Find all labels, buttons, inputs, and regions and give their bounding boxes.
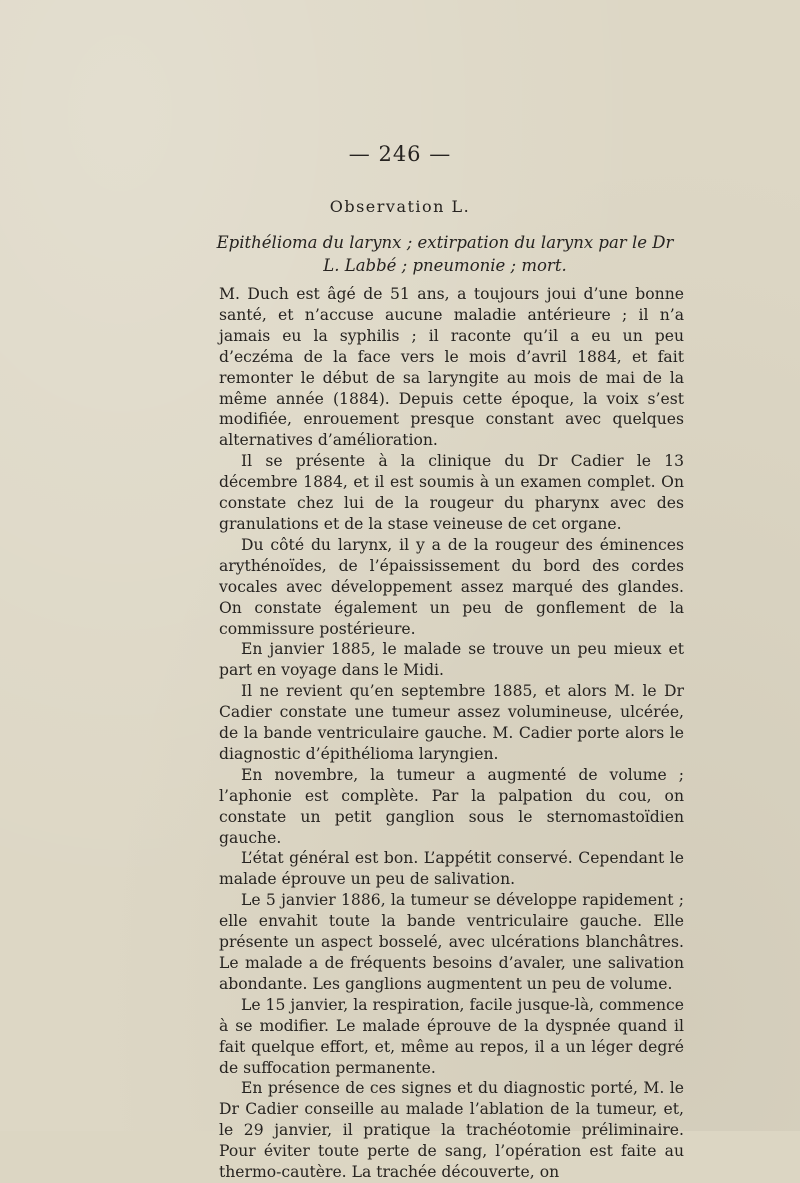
paragraph: L’état général est bon. L’appétit conservé. Cependant le malade éprouve un peu de salivation. [219, 849, 684, 889]
paragraph: Il ne revient qu’en septembre 1885, et alors M. le Dr Cadier constate une tumeur assez volumineuse, ulcérée, de la bande ventriculaire gauche. M. Cadier porte alors le diagnostic d’épithélioma laryngien. [219, 682, 684, 763]
paragraph: Le 5 janvier 1886, la tumeur se développe rapidement ; elle envahit toute la bande ventriculaire gauche. Elle présente un aspect bosselé, avec ulcérations blanchâtres. Le malade a de fréquents besoins d’avaler, une salivation abondante. Les ganglions augmentent un peu de volume. [219, 891, 684, 993]
page-number: — 246 — [348, 142, 452, 166]
paragraph: En présence de ces signes et du diagnostic porté, M. le Dr Cadier conseille au malade l’ablation de la tumeur, et, le 29 janvier, il pratique la trachéotomie préliminaire. Pour éviter toute perte de sang, l’opération est faite au thermo-cautère. La trachée découverte, on [219, 1079, 684, 1182]
paragraph: En novembre, la tumeur a augmenté de volume ; l’aphonie est complète. Par la palpation du cou, on constate un petit ganglion sous le sternomastoïdien gauche. [219, 765, 684, 847]
paragraph: Le 15 janvier, la respiration, facile jusque-là, commence à se modifier. Le malade éprouve de la dyspnée quand il fait quelque effort, et, même au repos, il a un léger degré de suffocation permanente. [219, 995, 684, 1077]
paragraph: En janvier 1885, le malade se trouve un peu mieux et part en voyage dans le Midi. [219, 640, 684, 680]
paragraph: Du côté du larynx, il y a de la rougeur des éminences arythénoïdes, de l’épaississement du bord des cordes vocales avec développement assez marqué des glandes. On constate également un peu de gonflement de la commissure postérieure. [219, 535, 684, 638]
observation-title: Observation L. [329, 197, 471, 216]
paragraph: Il se présente à la clinique du Dr Cadier le 13 décembre 1884, et il est soumis à un examen complet. On constate chez lui de la rougeur du pharynx avec des granulations et de la stase veineuse de cet organe. [219, 452, 684, 533]
paragraph: M. Duch est âgé de 51 ans, a toujours joui d’une bonne santé, et n’accuse aucune maladie antérieure ; il n’a jamais eu la syphilis ; il raconte qu’il a eu un peu d’eczéma de la face vers le mois d’avril 1884, et fait remonter le début de sa laryngite au mois de mai de la même année (1884). Depuis cette époque, la voix s’est modifiée, enrouement presque constant avec quelques alternatives d’amélioration. [219, 285, 684, 450]
body-text [219, 284, 684, 1183]
observation-subtitle: Epithélioma du larynx ; extirpation du larynx par le Dr L. Labbé ; pneumonie ; mort. [216, 233, 674, 275]
